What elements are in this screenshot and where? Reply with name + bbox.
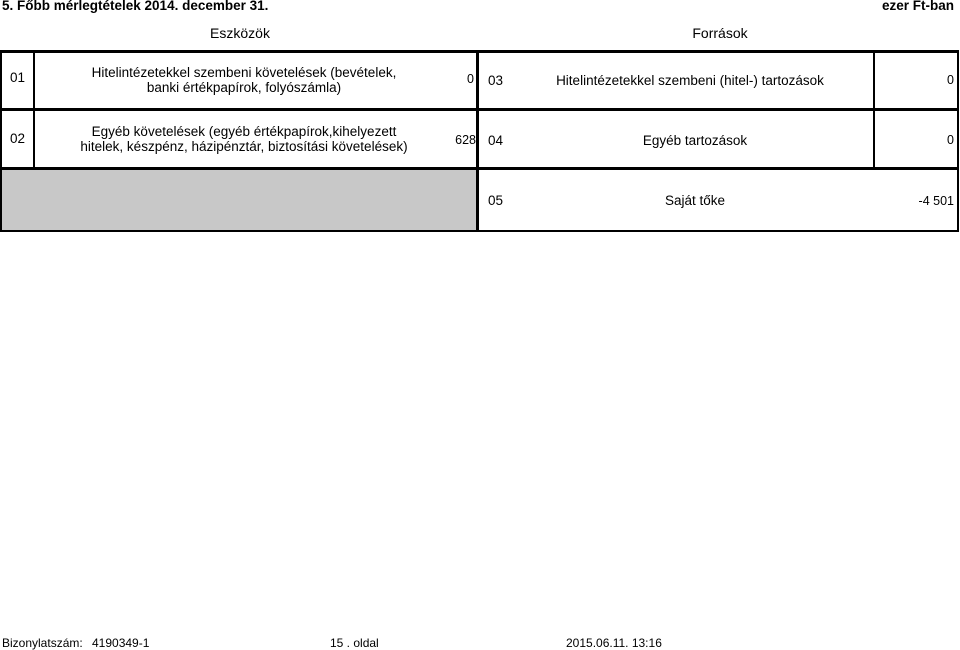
assets-section-title: Eszközök (210, 25, 270, 41)
asset-label: Egyéb követelések (egyéb értékpapírok,kihelyezett hitelek, készpénz, házipénztár, biztosítási követelések) (80, 124, 408, 154)
document-number: 4190349-1 (92, 636, 150, 650)
liability-code: 03 (488, 73, 504, 88)
asset-value: 628 (455, 133, 476, 147)
liability-label: Egyéb tartozások (642, 133, 748, 148)
asset-label: Hitelintézetekkel szembeni követelések (bevételek, banki értékpapírok, folyószámla) (91, 65, 397, 95)
page-title: 5. Főbb mérlegtételek 2014. december 31. (2, 0, 269, 13)
asset-code: 02 (10, 131, 26, 146)
liability-value: 0 (947, 73, 954, 87)
liability-code: 05 (488, 193, 504, 208)
liability-label: Saját tőke (664, 193, 726, 208)
liability-value: 0 (947, 133, 954, 147)
document-number-label: Bizonylatszám: (2, 636, 83, 650)
empty-shaded-cell (2, 170, 476, 230)
liability-label: Hitelintézetekkel szembeni (hitel-) tartozások (556, 73, 824, 88)
asset-code: 01 (10, 70, 26, 85)
liability-value: -4 501 (918, 194, 954, 208)
unit-label: ezer Ft-ban (881, 0, 954, 13)
liability-code: 04 (488, 133, 504, 148)
asset-value: 0 (467, 72, 474, 86)
liabilities-section-title: Források (692, 25, 748, 41)
page-number: 15 . oldal (330, 636, 379, 650)
print-datetime: 2015.06.11. 13:16 (566, 636, 662, 650)
